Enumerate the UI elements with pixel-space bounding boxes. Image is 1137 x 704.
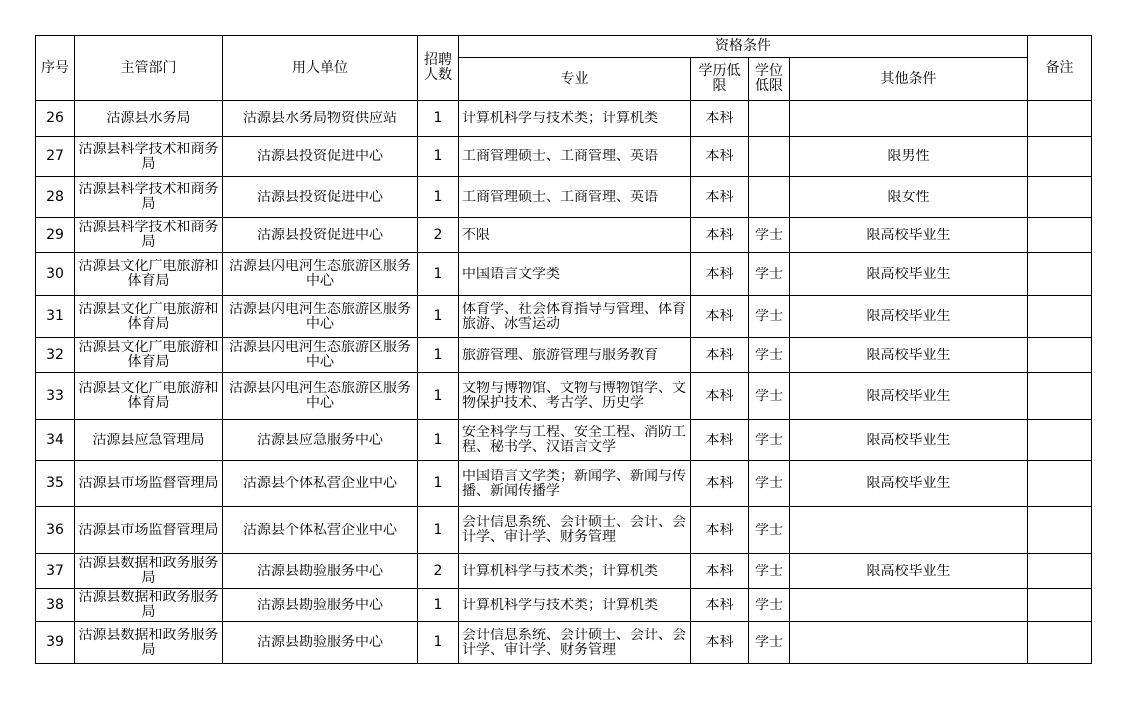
cell-unit-text: 沽源县勘验服务中心 (257, 635, 383, 650)
cell-major (459, 554, 691, 589)
cell-education (691, 373, 749, 420)
cell-other (790, 137, 1028, 177)
cell-education (691, 177, 749, 218)
cell-seq (36, 137, 75, 177)
cell-unit (223, 101, 418, 137)
cell-education-text: 本科 (705, 266, 734, 282)
cell-remarks (1028, 218, 1092, 253)
cell-count-text: 1 (433, 189, 443, 205)
cell-other-text: 限高校毕业生 (866, 432, 951, 448)
cell-degree-text: 学士 (755, 266, 783, 282)
cell-unit-text: 沽源县闪电河生态旅游区服务中心 (229, 301, 411, 332)
cell-degree (749, 253, 790, 296)
cell-other (790, 622, 1028, 664)
cell-remarks (1028, 622, 1092, 664)
cell-count-text: 1 (433, 111, 443, 126)
cell-seq-text: 29 (46, 227, 64, 243)
cell-education-text: 本科 (705, 388, 734, 404)
cell-major (459, 373, 691, 420)
cell-dept (75, 507, 223, 554)
cell-remarks (1028, 101, 1092, 137)
cell-other-text: 限高校毕业生 (866, 388, 951, 404)
cell-count-text: 1 (433, 347, 443, 363)
cell-unit (223, 507, 418, 554)
cell-education (691, 101, 749, 137)
cell-education (691, 461, 749, 507)
cell-education-text: 本科 (705, 347, 734, 363)
cell-seq (36, 373, 75, 420)
cell-other-text: 限女性 (887, 189, 930, 205)
cell-education (691, 218, 749, 253)
recruitment-table (35, 35, 1092, 664)
table-row (36, 461, 1092, 507)
cell-dept-text: 沽源县水务局 (106, 111, 191, 126)
cell-dept-text: 沽源县科学技术和商务局 (78, 220, 219, 250)
cell-count (418, 296, 459, 338)
cell-major (459, 507, 691, 554)
cell-major-text: 旅游管理、旅游管理与服务教育 (462, 347, 658, 363)
cell-remarks (1028, 420, 1092, 461)
cell-unit (223, 373, 418, 420)
cell-major (459, 218, 691, 253)
cell-major-text: 体育学、社会体育指导与管理、体育旅游、冰雪运动 (462, 301, 686, 332)
table-row (36, 373, 1092, 420)
cell-other (790, 253, 1028, 296)
cell-major (459, 420, 691, 461)
cell-dept-text: 沽源县数据和政务服务局 (78, 556, 219, 586)
table-row (36, 218, 1092, 253)
table-row (36, 554, 1092, 589)
cell-degree-text: 学士 (755, 309, 783, 324)
table-row (36, 296, 1092, 338)
cell-unit (223, 296, 418, 338)
table-row (36, 507, 1092, 554)
cell-unit-text: 沽源县闪电河生态旅游区服务中心 (229, 259, 411, 289)
cell-education (691, 296, 749, 338)
cell-degree (749, 218, 790, 253)
cell-seq (36, 101, 75, 137)
cell-dept-text: 沽源县科学技术和商务局 (78, 141, 219, 172)
cell-other (790, 589, 1028, 622)
cell-count (418, 101, 459, 137)
cell-count-text: 1 (433, 149, 443, 164)
cell-unit (223, 420, 418, 461)
cell-dept (75, 253, 223, 296)
cell-remarks (1028, 253, 1092, 296)
cell-unit-text: 沽源县个体私营企业中心 (243, 522, 397, 538)
cell-count (418, 218, 459, 253)
cell-degree (749, 296, 790, 338)
cell-other-text: 限高校毕业生 (866, 347, 951, 363)
cell-degree (749, 137, 790, 177)
cell-seq (36, 461, 75, 507)
cell-seq-text: 31 (46, 309, 64, 324)
cell-unit-text: 沽源县投资促进中心 (257, 149, 383, 164)
cell-count-text: 1 (433, 597, 443, 613)
cell-dept (75, 373, 223, 420)
cell-seq (36, 622, 75, 664)
cell-seq-text: 36 (46, 522, 64, 538)
table-row (36, 137, 1092, 177)
cell-other (790, 101, 1028, 137)
cell-count-text: 1 (433, 388, 443, 404)
cell-remarks (1028, 507, 1092, 554)
cell-education (691, 420, 749, 461)
cell-remarks (1028, 296, 1092, 338)
table-row (36, 420, 1092, 461)
header-other: 其他条件 (790, 58, 1028, 101)
cell-unit-text: 沽源县应急服务中心 (257, 432, 383, 448)
cell-seq-text: 39 (46, 635, 64, 650)
cell-major (459, 177, 691, 218)
table-row (36, 622, 1092, 664)
cell-seq-text: 26 (46, 111, 64, 126)
cell-unit-text: 沽源县水务局物资供应站 (243, 111, 397, 126)
cell-major (459, 338, 691, 373)
cell-education (691, 622, 749, 664)
cell-unit-text: 沽源县闪电河生态旅游区服务中心 (229, 381, 411, 411)
cell-other (790, 554, 1028, 589)
cell-degree-text: 学士 (755, 597, 783, 613)
cell-other (790, 296, 1028, 338)
cell-dept-text: 沽源县科学技术和商务局 (78, 182, 219, 212)
cell-major-text: 计算机科学与技术类；计算机类 (462, 563, 658, 579)
cell-seq-text: 34 (46, 432, 64, 448)
cell-dept-text: 沽源县市场监督管理局 (78, 522, 219, 538)
cell-dept (75, 101, 223, 137)
cell-seq-text: 35 (46, 476, 64, 491)
cell-seq (36, 177, 75, 218)
cell-major-text: 会计信息系统、会计硕士、会计、会计学、审计学、财务管理 (462, 515, 686, 545)
cell-count-text: 2 (433, 227, 443, 243)
cell-major (459, 101, 691, 137)
header-count: 招聘人数 (418, 36, 459, 101)
cell-major-text: 工商管理硕士、工商管理、英语 (462, 189, 658, 205)
cell-degree-text: 学士 (755, 522, 783, 538)
cell-degree (749, 420, 790, 461)
header-remarks: 备注 (1028, 36, 1092, 101)
cell-education-text: 本科 (705, 227, 734, 243)
cell-dept (75, 137, 223, 177)
cell-count (418, 622, 459, 664)
cell-unit (223, 218, 418, 253)
cell-dept-text: 沽源县数据和政务服务局 (78, 590, 219, 620)
header-education: 学历低限 (691, 58, 749, 101)
cell-remarks (1028, 373, 1092, 420)
cell-other (790, 373, 1028, 420)
cell-count-text: 1 (433, 476, 443, 491)
cell-seq-text: 33 (46, 388, 64, 404)
cell-major-text: 会计信息系统、会计硕士、会计、会计学、审计学、财务管理 (462, 627, 686, 658)
cell-unit (223, 177, 418, 218)
cell-dept (75, 420, 223, 461)
cell-unit (223, 137, 418, 177)
cell-count (418, 507, 459, 554)
cell-education-text: 本科 (705, 432, 734, 448)
cell-major-text: 文物与博物馆、文物与博物馆学、文物保护技术、考古学、历史学 (462, 381, 686, 411)
cell-seq (36, 218, 75, 253)
cell-education (691, 137, 749, 177)
cell-seq (36, 589, 75, 622)
cell-seq (36, 296, 75, 338)
cell-dept (75, 177, 223, 218)
cell-education-text: 本科 (705, 309, 734, 324)
cell-major (459, 461, 691, 507)
cell-unit (223, 589, 418, 622)
cell-degree (749, 373, 790, 420)
cell-other (790, 177, 1028, 218)
cell-dept-text: 沽源县文化广电旅游和体育局 (78, 259, 219, 289)
cell-unit (223, 461, 418, 507)
cell-count (418, 554, 459, 589)
cell-education-text: 本科 (705, 476, 734, 491)
cell-degree (749, 589, 790, 622)
cell-unit (223, 622, 418, 664)
cell-other-text: 限高校毕业生 (866, 309, 951, 324)
cell-major-text: 计算机科学与技术类；计算机类 (462, 597, 658, 613)
cell-degree (749, 177, 790, 218)
cell-seq (36, 253, 75, 296)
cell-degree (749, 101, 790, 137)
cell-education (691, 507, 749, 554)
cell-other-text: 限高校毕业生 (866, 227, 951, 243)
cell-count (418, 177, 459, 218)
cell-unit-text: 沽源县勘验服务中心 (257, 597, 383, 613)
cell-remarks (1028, 338, 1092, 373)
cell-seq-text: 28 (46, 189, 64, 205)
cell-dept-text: 沽源县市场监督管理局 (78, 476, 219, 491)
cell-education (691, 253, 749, 296)
cell-dept-text: 沽源县文化广电旅游和体育局 (78, 381, 219, 411)
cell-remarks (1028, 461, 1092, 507)
cell-seq (36, 420, 75, 461)
cell-degree (749, 622, 790, 664)
cell-seq (36, 507, 75, 554)
cell-remarks (1028, 177, 1092, 218)
cell-count-text: 1 (433, 309, 443, 324)
cell-major (459, 253, 691, 296)
cell-degree-text: 学士 (755, 347, 783, 363)
cell-other (790, 218, 1028, 253)
header-dept: 主管部门 (75, 36, 223, 101)
cell-remarks (1028, 589, 1092, 622)
cell-other-text: 限高校毕业生 (866, 563, 951, 579)
cell-count-text: 1 (433, 432, 443, 448)
cell-dept (75, 296, 223, 338)
cell-count-text: 2 (433, 563, 443, 579)
cell-dept (75, 338, 223, 373)
cell-count (418, 461, 459, 507)
cell-education (691, 554, 749, 589)
cell-unit (223, 338, 418, 373)
cell-seq-text: 38 (46, 597, 64, 613)
cell-seq (36, 338, 75, 373)
cell-degree-text: 学士 (755, 432, 783, 448)
table-row (36, 177, 1092, 218)
cell-other-text: 限高校毕业生 (866, 266, 951, 282)
table-row (36, 253, 1092, 296)
cell-education-text: 本科 (705, 563, 734, 579)
cell-degree-text: 学士 (755, 227, 783, 243)
cell-count (418, 253, 459, 296)
header-seq: 序号 (36, 36, 75, 101)
cell-unit-text: 沽源县闪电河生态旅游区服务中心 (229, 340, 411, 370)
cell-dept-text: 沽源县文化广电旅游和体育局 (78, 340, 219, 370)
cell-other (790, 338, 1028, 373)
cell-degree (749, 338, 790, 373)
cell-degree-text: 学士 (755, 563, 783, 579)
cell-count-text: 1 (433, 266, 443, 282)
cell-count (418, 137, 459, 177)
cell-major-text: 中国语言文学类 (462, 266, 560, 282)
header-qualifications: 资格条件 (459, 36, 1028, 58)
cell-major (459, 622, 691, 664)
table-row (36, 338, 1092, 373)
cell-count (418, 373, 459, 420)
cell-remarks (1028, 137, 1092, 177)
cell-seq (36, 554, 75, 589)
cell-degree (749, 507, 790, 554)
cell-count (418, 420, 459, 461)
cell-education-text: 本科 (705, 189, 734, 205)
cell-degree (749, 554, 790, 589)
cell-major-text: 中国语言文学类；新闻学、新闻与传播、新闻传播学 (462, 468, 686, 499)
cell-major (459, 589, 691, 622)
cell-unit-text: 沽源县投资促进中心 (257, 227, 383, 243)
cell-dept (75, 589, 223, 622)
cell-dept-text: 沽源县文化广电旅游和体育局 (78, 301, 219, 332)
cell-education-text: 本科 (705, 522, 734, 538)
header-unit: 用人单位 (223, 36, 418, 101)
cell-remarks (1028, 554, 1092, 589)
cell-seq-text: 37 (46, 563, 64, 579)
cell-count-text: 1 (433, 522, 443, 538)
cell-other (790, 420, 1028, 461)
cell-seq-text: 27 (46, 149, 64, 164)
cell-dept (75, 554, 223, 589)
cell-seq-text: 32 (46, 347, 64, 363)
cell-education (691, 589, 749, 622)
cell-education (691, 338, 749, 373)
cell-degree-text: 学士 (755, 635, 783, 650)
cell-unit-text: 沽源县个体私营企业中心 (243, 476, 397, 491)
cell-major (459, 296, 691, 338)
cell-seq-text: 30 (46, 266, 64, 282)
cell-count (418, 589, 459, 622)
cell-count (418, 338, 459, 373)
cell-major (459, 137, 691, 177)
cell-other (790, 507, 1028, 554)
cell-dept (75, 622, 223, 664)
header-degree: 学位低限 (749, 58, 790, 101)
table-row (36, 589, 1092, 622)
cell-degree-text: 学士 (755, 476, 783, 491)
cell-education-text: 本科 (705, 149, 734, 164)
table-row (36, 101, 1092, 137)
cell-other-text: 限男性 (887, 149, 930, 164)
cell-unit-text: 沽源县投资促进中心 (257, 189, 383, 205)
cell-major-text: 安全科学与工程、安全工程、消防工程、秘书学、汉语言文学 (462, 425, 686, 455)
cell-dept (75, 218, 223, 253)
cell-major-text: 计算机科学与技术类；计算机类 (462, 111, 658, 126)
cell-unit (223, 253, 418, 296)
cell-education-text: 本科 (705, 111, 734, 126)
cell-dept (75, 461, 223, 507)
cell-count-text: 1 (433, 635, 443, 650)
header-major: 专业 (459, 58, 691, 101)
cell-education-text: 本科 (705, 635, 734, 650)
cell-other (790, 461, 1028, 507)
cell-degree (749, 461, 790, 507)
cell-education-text: 本科 (705, 597, 734, 613)
cell-unit (223, 554, 418, 589)
cell-other-text: 限高校毕业生 (866, 476, 951, 491)
cell-major-text: 工商管理硕士、工商管理、英语 (462, 149, 658, 164)
cell-dept-text: 沽源县应急管理局 (92, 432, 205, 448)
cell-unit-text: 沽源县勘验服务中心 (257, 563, 383, 579)
cell-major-text: 不限 (462, 227, 490, 243)
cell-degree-text: 学士 (755, 388, 783, 404)
cell-dept-text: 沽源县数据和政务服务局 (78, 627, 219, 658)
